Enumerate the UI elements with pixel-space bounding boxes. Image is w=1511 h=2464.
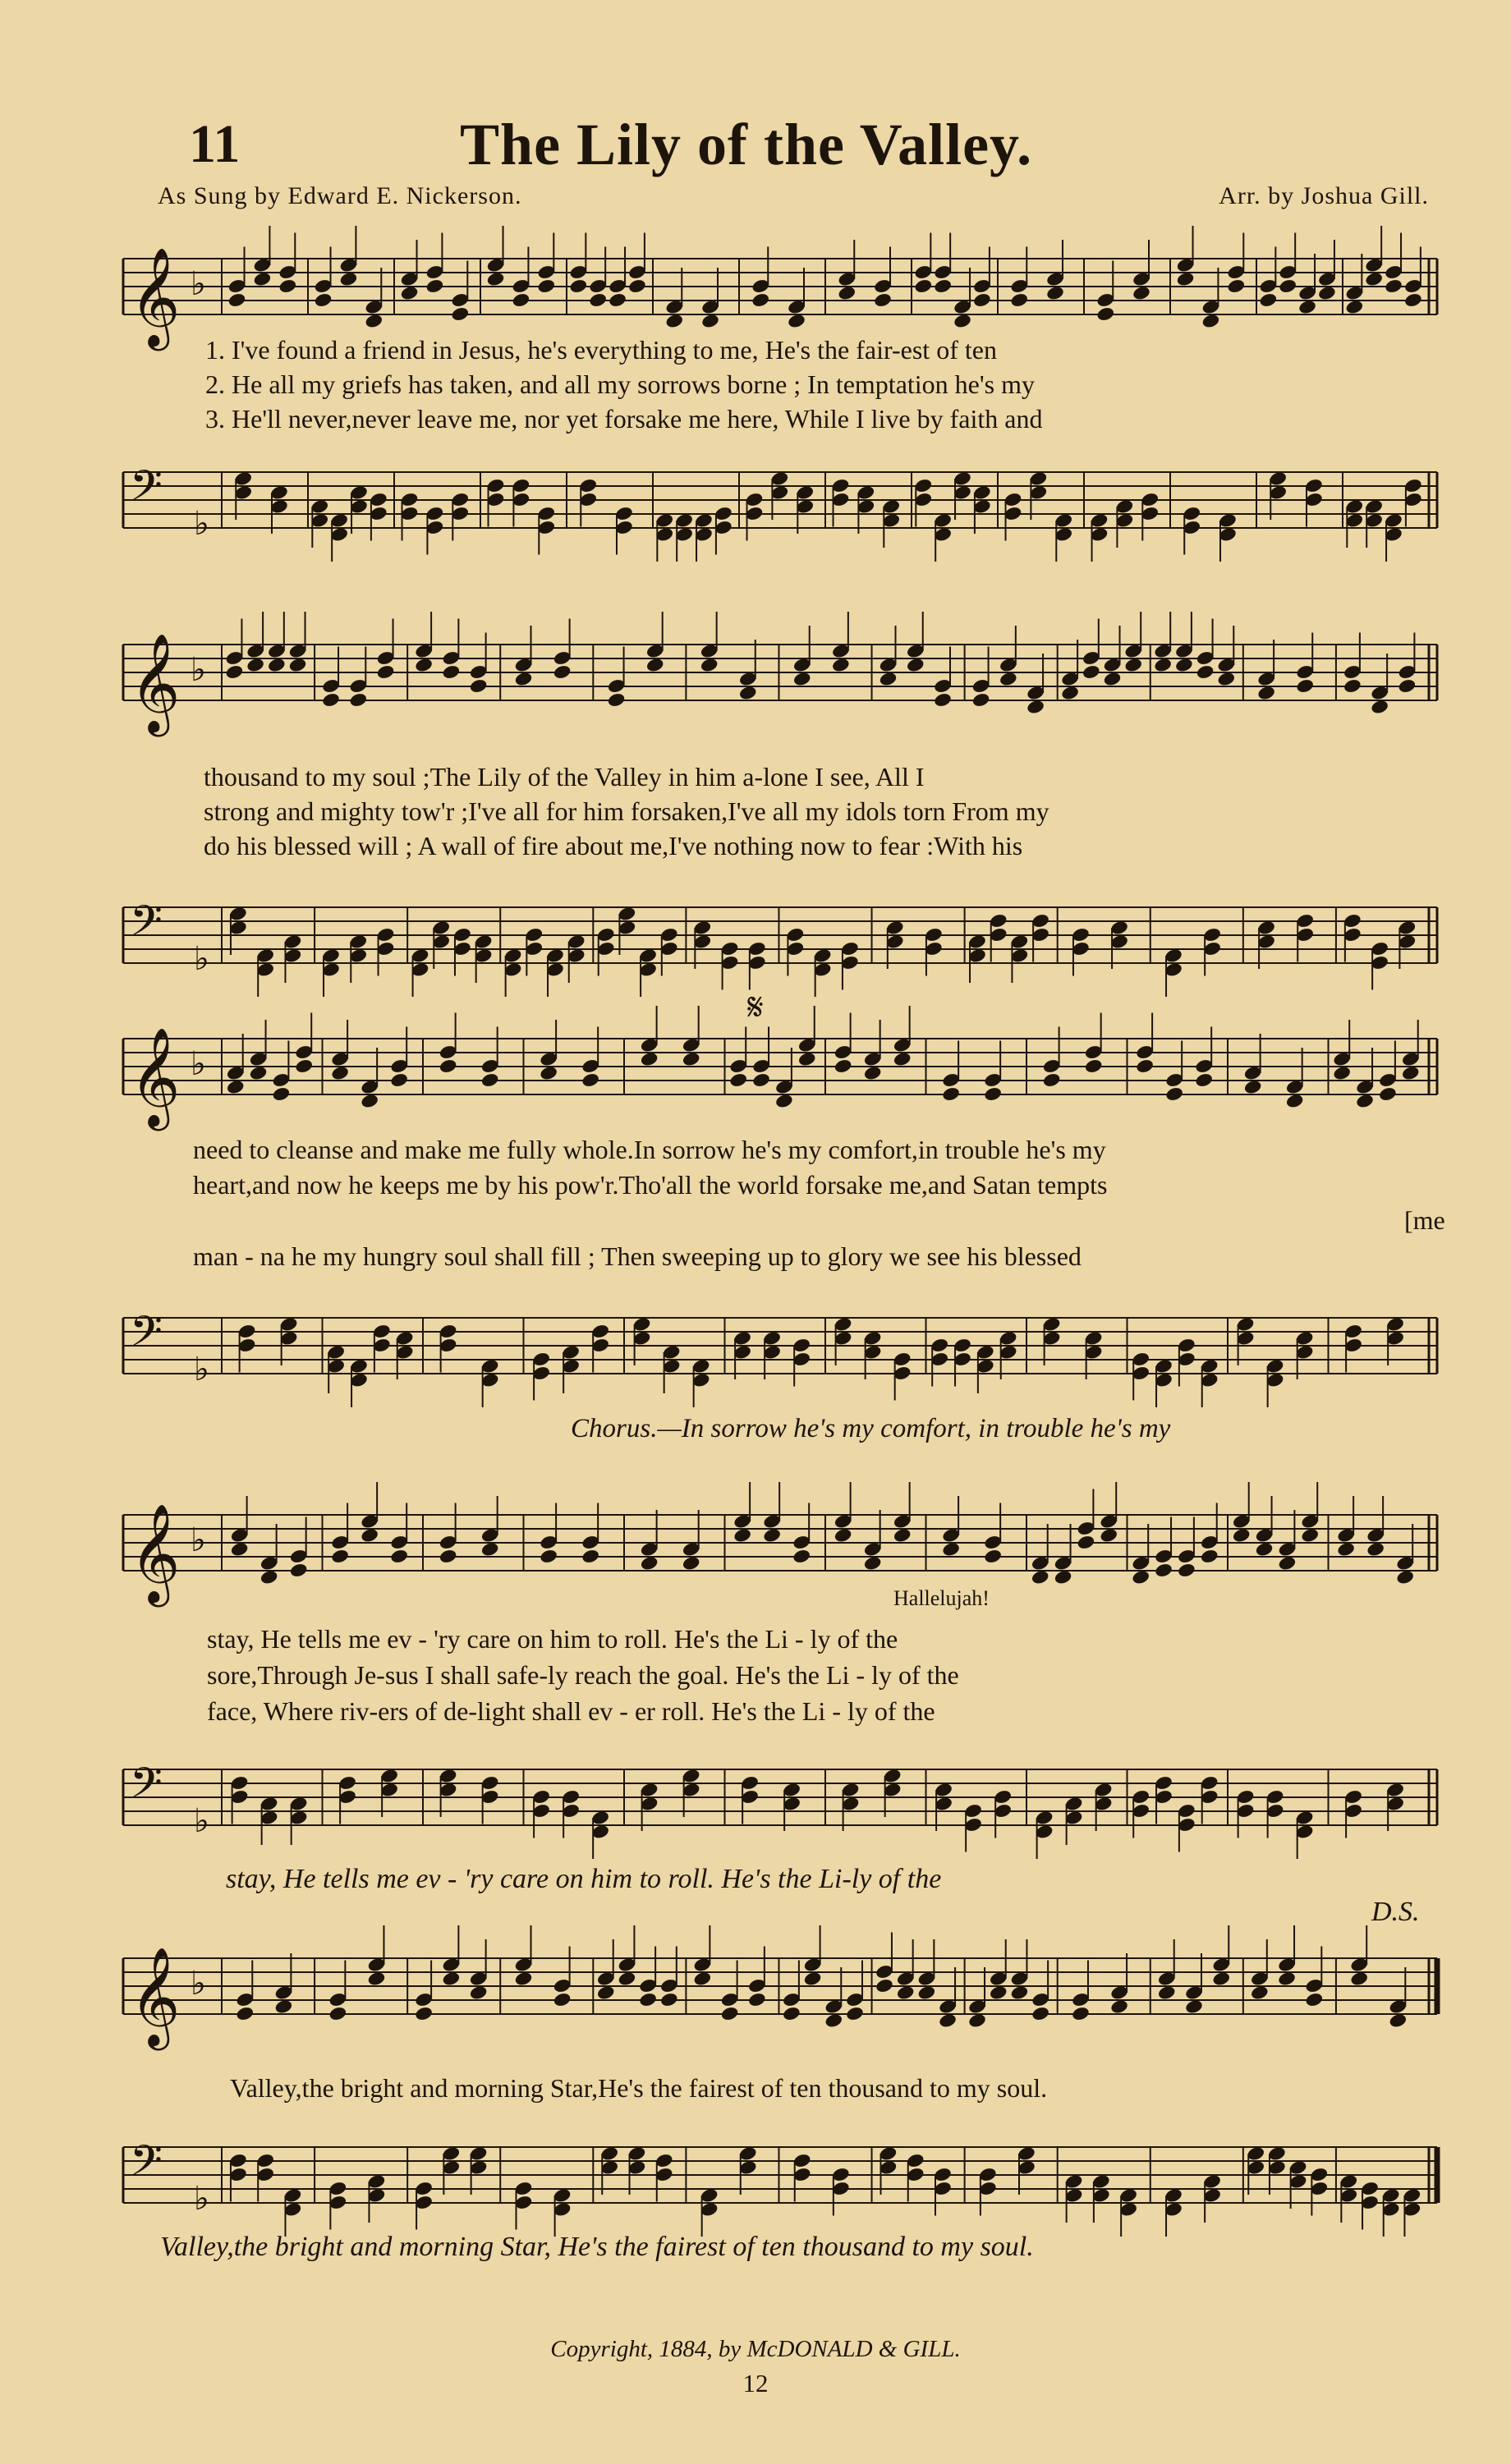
verse-line-2: sore,Through Je-sus I shall safe-ly reach the goal. He's the Li - ly of the <box>207 1660 959 1690</box>
note-head <box>863 1065 883 1081</box>
note-head <box>1384 278 1403 295</box>
note-head <box>486 271 506 287</box>
note-head <box>367 1971 387 1987</box>
bass-clef: 𝄢 <box>130 896 163 956</box>
note-head <box>259 1569 279 1585</box>
flat-key-signature: ♭ <box>191 651 206 689</box>
note-head <box>539 1065 558 1081</box>
treble-staff <box>115 1494 1454 1601</box>
note-head <box>1297 299 1317 315</box>
note-head <box>914 278 934 295</box>
note-head <box>1109 1998 1129 2015</box>
note-head <box>348 692 368 709</box>
note-head <box>1305 1992 1325 2008</box>
note-head <box>682 1051 701 1067</box>
note-head <box>738 685 758 701</box>
note-head <box>1278 1555 1297 1572</box>
note-head <box>1077 1535 1096 1551</box>
note-head <box>933 278 953 295</box>
note-head <box>553 664 572 681</box>
note-head <box>330 1065 350 1081</box>
verse-line-3: face, Where riv-ers of de-light shall ev - er roll. He's the Li - ly of the <box>207 1696 935 1726</box>
note-head <box>618 1971 637 1987</box>
arranger-credit: Arr. by Joshua Gill. <box>1219 182 1429 209</box>
treble-clef: 𝄞 <box>130 1946 181 2046</box>
treble-clef: 𝄞 <box>130 246 181 346</box>
note-head <box>1395 1569 1415 1585</box>
bass-clef: 𝄢 <box>130 1306 163 1366</box>
note-head <box>1060 685 1080 701</box>
note-head <box>581 1072 600 1089</box>
note-head <box>972 292 992 309</box>
note-head <box>289 1562 309 1579</box>
note-head <box>1370 699 1389 715</box>
music-system-1 <box>115 222 1454 558</box>
note-head <box>230 1541 250 1558</box>
bass-staff <box>115 887 1454 993</box>
flat-key-signature: ♭ <box>191 1965 206 2003</box>
treble-staff <box>115 1938 1454 2044</box>
note-head <box>797 1051 817 1067</box>
note-head <box>225 664 245 681</box>
verse-line-1: Valley,the bright and morning Star,He's the fairest of ten thousand to my soul. <box>230 2073 1048 2103</box>
verse-line-1: 1. I've found a friend in Jesus, he's everything to me, He's the fair-est of ten <box>205 335 997 365</box>
note-head <box>1201 313 1221 329</box>
music-system-5 <box>115 1913 1454 2262</box>
note-head <box>608 292 627 309</box>
note-head <box>607 692 627 709</box>
note-head <box>451 306 471 323</box>
note-head <box>1364 271 1384 287</box>
note-head <box>640 1555 659 1572</box>
bass-clef: 𝄢 <box>130 2136 163 2196</box>
note-head <box>581 1549 600 1565</box>
note-head <box>360 1527 379 1544</box>
bass-lyric-line: stay, He tells me ev - 'ry care on him to roll. He's the Li-ly of the <box>226 1864 942 1894</box>
bass-clef: 𝄢 <box>130 461 163 521</box>
note-head <box>339 271 359 287</box>
note-head <box>941 1541 961 1558</box>
note-head <box>596 1985 616 2001</box>
note-head <box>321 692 341 709</box>
verse-line-1: thousand to my soul ;The Lily of the Valley in him a-lone I see, All I <box>204 762 925 792</box>
note-head <box>1378 1086 1398 1103</box>
music-system-2 <box>115 591 1454 977</box>
note-head <box>1157 1985 1177 2001</box>
note-head <box>774 1093 794 1109</box>
note-head <box>360 1093 379 1109</box>
note-head <box>792 1549 811 1565</box>
note-head <box>700 657 719 673</box>
music-system-3 <box>115 985 1454 1443</box>
note-head <box>1153 657 1173 673</box>
note-head <box>906 657 925 673</box>
note-head <box>1211 1971 1231 1987</box>
bass-staff <box>115 1749 1454 1856</box>
note-head <box>1031 2006 1050 2022</box>
bass-staff <box>115 2127 1454 2233</box>
note-head <box>873 292 893 309</box>
bass-lyric-line: Valley,the bright and morning Star, He's the fairest of ten thousand to my soul. <box>160 2232 1034 2262</box>
verse-line-3: man - na he my hungry soul shall fill ; Then sweeping up to glory we see his blessed <box>193 1241 1082 1271</box>
note-head <box>933 692 953 709</box>
note-head <box>288 657 308 673</box>
note-head <box>831 657 851 673</box>
note-head <box>414 657 434 673</box>
note-head <box>1227 278 1247 295</box>
note-head <box>1164 1086 1184 1103</box>
bass-staff <box>115 1297 1454 1404</box>
note-head <box>1349 1971 1369 1987</box>
note-head <box>803 1971 823 1987</box>
note-head <box>953 313 972 329</box>
note-head <box>1300 1527 1320 1544</box>
note-head <box>539 1549 558 1565</box>
note-head <box>893 1051 912 1067</box>
note-head <box>400 285 420 301</box>
note-head <box>999 671 1018 687</box>
verse-line-2: heart,and now he keeps me by his pow'r.Tho'all the world forsake me,and Satan tempts <box>193 1170 1108 1200</box>
note-head <box>514 671 534 687</box>
note-head <box>1255 1541 1274 1558</box>
note-head <box>469 678 489 695</box>
note-head <box>792 671 812 687</box>
music-system-4 <box>115 1461 1454 1927</box>
note-head <box>249 1065 269 1081</box>
note-head <box>989 1985 1008 2001</box>
note-head <box>941 1086 961 1103</box>
note-head <box>1398 678 1417 695</box>
note-head <box>1216 671 1236 687</box>
note-head <box>1345 299 1365 315</box>
treble-clef: 𝄞 <box>130 632 181 732</box>
verse-line-1: need to cleanse and make me fully whole.In sorrow he's my comfort,in trouble he's my <box>193 1135 1106 1164</box>
hallelujah-label: Hallelujah! <box>893 1586 990 1610</box>
note-head <box>1200 1549 1219 1565</box>
note-head <box>246 657 265 673</box>
note-head <box>1277 1971 1297 1987</box>
flat-key-signature: ♭ <box>194 1351 209 1388</box>
note-head <box>569 278 589 295</box>
note-head <box>893 1527 912 1544</box>
note-head <box>272 1086 292 1103</box>
note-head <box>1084 1058 1104 1075</box>
note-head <box>294 1058 314 1075</box>
note-head <box>1045 285 1065 301</box>
note-head <box>645 657 665 673</box>
note-head <box>1343 678 1362 695</box>
note-head <box>1099 1527 1118 1544</box>
note-head <box>389 1549 409 1565</box>
note-head <box>1355 1093 1375 1109</box>
note-head <box>1243 1079 1263 1095</box>
note-head <box>1332 1065 1352 1081</box>
note-head <box>627 278 647 295</box>
note-head <box>442 1971 462 1987</box>
note-head <box>879 671 898 687</box>
note-head <box>640 1051 659 1067</box>
note-head <box>638 1992 658 2008</box>
note-head <box>274 1998 294 2015</box>
note-head <box>1154 1562 1173 1579</box>
note-head <box>967 2012 987 2029</box>
note-head <box>664 313 684 329</box>
note-head <box>480 1072 500 1089</box>
note-head <box>1009 292 1029 309</box>
note-head <box>1042 1072 1062 1089</box>
note-head <box>824 2012 843 2029</box>
note-head <box>439 1058 458 1075</box>
note-head <box>1317 285 1337 301</box>
note-head <box>469 1985 489 2001</box>
note-head <box>720 2006 740 2022</box>
note-head <box>1135 1058 1155 1075</box>
verse-line-3: do his blessed will ; A wall of fire about me,I've nothing now to fear :With his <box>204 831 1023 860</box>
note-head <box>1176 271 1196 287</box>
note-head <box>1196 664 1215 681</box>
note-head <box>1174 657 1194 673</box>
note-head <box>693 1971 713 1987</box>
note-head <box>439 1549 458 1565</box>
note-head <box>845 2006 865 2022</box>
note-head <box>1336 1541 1356 1558</box>
note-head <box>1031 1569 1050 1585</box>
note-head <box>728 1072 748 1089</box>
note-head <box>1184 1998 1204 2015</box>
note-head <box>1256 685 1276 701</box>
note-head <box>682 1555 701 1572</box>
verse-line-3: 3. He'll never,never leave me, nor yet forsake me here, While I live by faith and <box>205 404 1043 434</box>
note-head <box>226 1079 246 1095</box>
note-head <box>1259 292 1279 309</box>
flat-key-signature: ♭ <box>191 1045 206 1083</box>
note-head <box>1366 1541 1385 1558</box>
note-head <box>514 1971 534 1987</box>
note-head <box>365 313 384 329</box>
copyright-line: Copyright, 1884, by McDONALD & GILL. <box>550 2336 961 2362</box>
note-head <box>1132 285 1151 301</box>
note-head <box>442 664 462 681</box>
flat-key-signature: ♭ <box>194 2180 209 2218</box>
note-head <box>480 1541 500 1558</box>
verse-line-2: 2. He all my griefs has taken, and all my sorrows borne ; In temptation he's my <box>205 369 1035 399</box>
note-head <box>917 1985 937 2001</box>
note-head <box>1131 1569 1150 1585</box>
note-head <box>983 1086 1003 1103</box>
flat-key-signature: ♭ <box>194 505 209 543</box>
treble-clef: 𝄞 <box>130 1503 181 1603</box>
note-head <box>227 292 247 309</box>
note-head <box>1010 1985 1030 2001</box>
note-head <box>733 1527 752 1544</box>
segno-sign: 𝄋 <box>747 986 764 1028</box>
note-head <box>896 1985 916 2001</box>
note-head <box>863 1555 883 1572</box>
note-head <box>235 2006 255 2022</box>
note-head <box>875 1978 894 1994</box>
note-head <box>983 1549 1003 1565</box>
verse-line-continuation: [me <box>1404 1205 1445 1235</box>
note-head <box>1026 699 1045 715</box>
note-head <box>837 285 857 301</box>
chorus-label: Chorus.—In sorrow he's my comfort, in trouble he's my <box>571 1414 1171 1443</box>
treble-staff <box>115 624 1454 731</box>
note-head <box>751 292 770 309</box>
note-head <box>1250 1985 1270 2001</box>
note-head <box>537 278 557 295</box>
note-head <box>328 2006 348 2022</box>
note-head <box>588 292 608 309</box>
page-number: 12 <box>742 2369 769 2397</box>
note-head <box>389 1072 409 1089</box>
note-head <box>553 1992 572 2008</box>
note-head <box>425 278 445 295</box>
note-head <box>782 2006 801 2022</box>
flat-key-signature: ♭ <box>194 1802 209 1840</box>
note-head <box>1295 678 1315 695</box>
note-head <box>834 1058 853 1075</box>
bass-clef: 𝄢 <box>130 1758 163 1818</box>
note-head <box>1123 657 1143 673</box>
note-head <box>278 278 298 295</box>
treble-clef: 𝄞 <box>130 1026 181 1126</box>
note-head <box>314 292 333 309</box>
note-head <box>700 313 720 329</box>
note-head <box>1177 1562 1196 1579</box>
note-head <box>787 313 806 329</box>
note-head <box>253 271 273 287</box>
treble-staff <box>115 1018 1454 1125</box>
note-head <box>971 692 991 709</box>
note-head <box>267 657 287 673</box>
flat-key-signature: ♭ <box>191 265 206 303</box>
note-head <box>1401 1065 1421 1081</box>
note-head <box>512 292 531 309</box>
note-head <box>659 1992 679 2008</box>
hymn-title: The Lily of the Valley. <box>460 112 1033 177</box>
note-head <box>751 1072 771 1089</box>
note-head <box>330 1549 350 1565</box>
note-head <box>1103 671 1123 687</box>
hymn-number: 11 <box>189 114 241 174</box>
note-head <box>1194 1072 1214 1089</box>
note-head <box>834 1527 853 1544</box>
note-head <box>1389 2012 1408 2029</box>
note-head <box>376 664 396 681</box>
note-head <box>1082 664 1101 681</box>
note-head <box>1285 1093 1305 1109</box>
note-head <box>1054 1569 1073 1585</box>
flat-key-signature: ♭ <box>194 940 209 978</box>
flat-key-signature: ♭ <box>191 1521 206 1559</box>
sung-by-credit: As Sung by Edward E. Nickerson. <box>158 182 522 209</box>
verse-line-1: stay, He tells me ev - 'ry care on him to roll. He's the Li - ly of the <box>207 1624 898 1654</box>
note-head <box>1071 2006 1091 2022</box>
bass-staff <box>115 452 1454 558</box>
note-head <box>1232 1527 1252 1544</box>
note-head <box>414 2006 434 2022</box>
note-head <box>747 1992 767 2008</box>
ds-marker: D.S. <box>1371 1897 1420 1927</box>
treble-staff <box>115 238 1454 345</box>
verse-line-2: strong and mighty tow'r ;I've all for him forsaken,I've all my idols torn From my <box>204 796 1049 826</box>
note-head <box>762 1527 782 1544</box>
note-head <box>1095 306 1115 323</box>
note-head <box>1278 278 1297 295</box>
note-head <box>938 2012 958 2029</box>
note-head <box>1403 292 1423 309</box>
